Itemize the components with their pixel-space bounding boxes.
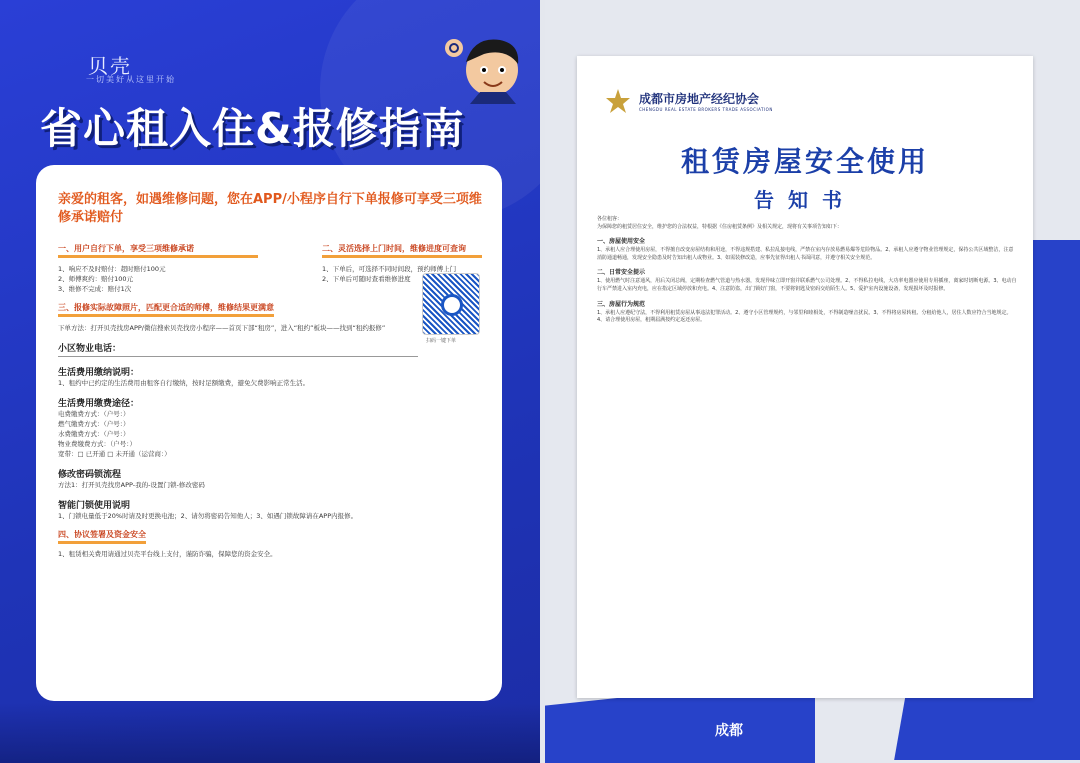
association-name: 成都市房地产经纪协会: [639, 92, 760, 106]
brand-slogan: 一切美好从这里开始: [86, 75, 176, 84]
section-heading: 一、房屋使用安全: [597, 238, 646, 246]
association-text: [631, 90, 773, 112]
association-name-en: CHENGDU REAL ESTATE BROKERS TRADE ASSOCIATION: [639, 107, 773, 112]
footer-city-text: 成都: [715, 723, 743, 739]
section-paragraph: 1、承租人应遵纪守法，不得利用租赁房屋从事违法犯罪活动。2、遵守小区管理规约，与邻里和睦相处，不得制造噪音扰民。3、不得将房屋转租、分租给他人，居住人数应符合当地规定。4、请合理使用房屋，租期届满按约定返还房屋。: [597, 309, 1012, 324]
section-title: 二、灵活选择上门时间，维修进度可查询: [322, 243, 482, 258]
payment-line: 燃气缴费方式：（户号：）: [58, 420, 130, 428]
promise-sections: [58, 243, 482, 294]
section-title: 一、用户自行下单，享受三项维修承诺: [58, 243, 258, 258]
community-phone-label: 小区物业电话：: [58, 344, 122, 354]
payment-line: 宽带：□ 已开通 □ 未开通（运营商：）: [58, 450, 171, 458]
section-paragraph: 1、使用燃气时注意通风，用后关闭总阀，定期检查燃气管道与热水器，发现异味立即开窗并联系燃气公司处理。2、不得私拉电线，大功率电器应使用专用插座，离家时切断电源。3、电动自行车严禁进入室内充电，应在指定区域停放和充电。4、注意防盗，出门锁好门窗，不要将钥匙及密码交给陌生人。5、爱护室内设施设备，发现损坏及时报修。: [597, 278, 1017, 292]
smart-lock-title: 智能门锁使用说明: [58, 501, 131, 511]
section-heading: 三、房屋行为规范: [597, 300, 646, 308]
payment-title: 生活费用缴费途径：: [58, 399, 140, 409]
contract-text: 1、租赁相关费用请通过贝壳平台线上支付，谨防诈骗，保障您的资金安全。: [58, 550, 277, 558]
password-title: 修改密码锁流程: [58, 470, 122, 480]
password-text: 方法1：打开贝壳找房APP-我的-设置门锁-修改密码: [58, 481, 205, 489]
section-paragraph: 1、承租人应合理使用房屋，不得擅自改变房屋结构和用途，不得违规搭建、私拉乱接电线，严禁在室内存放易燃易爆等危险物品。2、承租人应遵守物业管理规定，保持公共区域整洁，注意消防通道畅通，发现安全隐患及时告知出租人或物业。3、如需装修改造，应事先征得出租人书面同意，并遵守相关安全规范。: [597, 247, 1014, 261]
repair-headline: 亲爱的租客，如遇维修问题，您在APP/小程序自行下单报修可享受三项维修承诺赔付: [58, 192, 482, 225]
promise-section-1: [58, 243, 258, 294]
association-header: [605, 88, 773, 114]
notice-subtitle: 告知书: [754, 188, 856, 212]
qr-center-icon: [441, 294, 463, 316]
section-title: 四、协议签署及资金安全: [58, 529, 146, 544]
brand-logo: 贝壳: [88, 54, 132, 78]
guide-card: [36, 165, 502, 701]
notice-body: [597, 216, 1017, 325]
living-cost-title: 生活费用缴纳说明：: [58, 368, 140, 378]
divider: [58, 356, 418, 357]
living-cost-text: 1、租约中已约定的生活费用由租客自行缴纳，按时足额缴费，避免欠费影响正常生活。: [58, 379, 310, 387]
promise-line: 3、维修不完成：赔付1次: [58, 285, 132, 293]
payment-line: 电费缴费方式：（户号：）: [58, 410, 130, 418]
qr-label: 扫码一键下单: [426, 338, 457, 344]
promise-line: 1、响应不及时赔付：超时赔付100元: [58, 265, 166, 273]
payment-line: 水费缴费方式：（户号：）: [58, 430, 130, 438]
section-title: 三、报修实际故障照片，匹配更合适的师傅，维修结果更满意: [58, 302, 274, 317]
poster-title: 省心租入住&报修指南: [40, 104, 465, 153]
association-logo-icon: [605, 88, 631, 114]
order-instructions: 下单方法：打开贝壳找房APP/微信搜索贝壳找房小程序——首页下部“租房”，进入“租约”板块——找到“租约报修”: [58, 324, 386, 332]
promise-line: 2、下单后可随时查看维修进度: [322, 275, 411, 283]
greeting: 各位租客：: [597, 216, 623, 222]
payment-line: 物业费缴费方式：（户号：）: [58, 440, 136, 448]
qr-code[interactable]: [422, 273, 480, 335]
promise-line: 2、师傅爽约：赔付100元: [58, 275, 134, 283]
city-skyline: [0, 703, 540, 763]
section-heading: 二、日常安全提示: [597, 269, 646, 277]
notice-paper: [577, 56, 1033, 698]
promise-line: 1、下单后，可选择不同时间段，预约师傅上门: [322, 265, 457, 273]
smart-lock-text: 1、门锁电量低于20%时请及时更换电池；2、请勿将密码告知他人；3、如遇门锁故障请在APP内报修。: [58, 512, 358, 520]
safety-notice-poster: [545, 0, 1080, 763]
intro-paragraph: 为保障您的租赁居住安全，维护您的合法权益，特根据《住房租赁条例》及相关规定，现将有关事项告知如下：: [597, 223, 843, 230]
notice-title: 租赁房屋安全使用: [680, 145, 929, 178]
